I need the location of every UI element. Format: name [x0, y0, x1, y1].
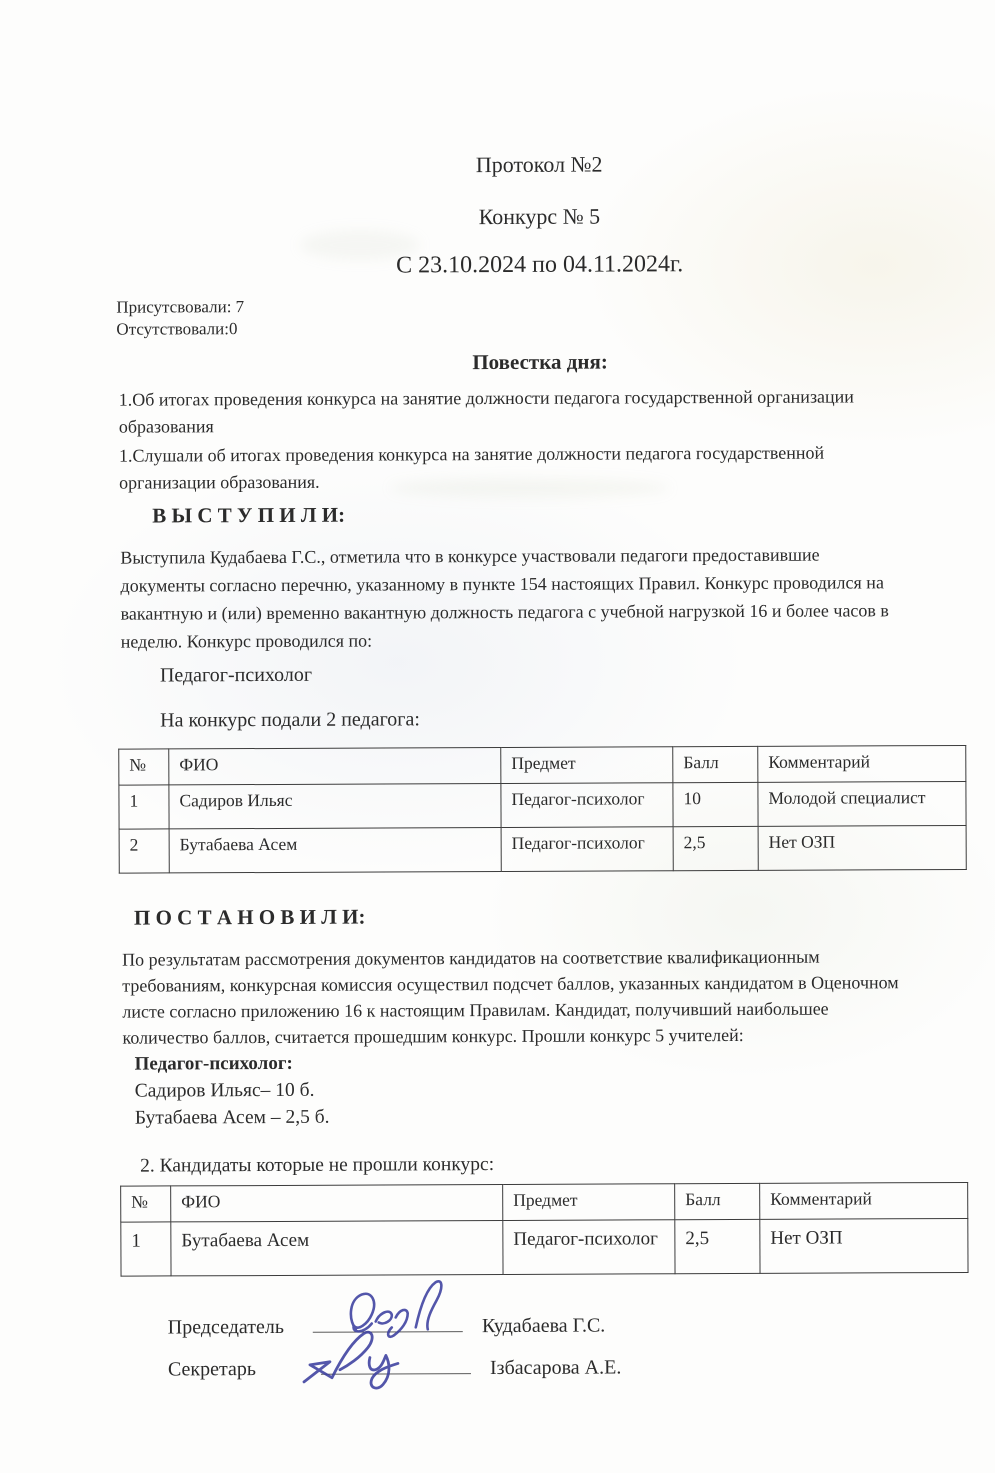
document-title: Протокол №2 [475, 151, 603, 178]
table-header-subject: Предмет [503, 1184, 675, 1221]
table-row [119, 781, 966, 829]
table-cell-score: 2,5 [673, 826, 758, 870]
absent-count: Отсутствовали:0 [116, 319, 238, 339]
table-cell-score: 2,5 [675, 1219, 760, 1273]
table-cell-number: 2 [119, 829, 169, 873]
table-header-name: ФИО [169, 747, 501, 784]
table-header-row [121, 1182, 968, 1222]
winner-line-2: Бутабаева Асем – 2,5 б. [134, 1106, 330, 1129]
secretary-name: Ізбасарова А.Е. [489, 1356, 622, 1380]
position-line: Педагог-психолог [159, 663, 313, 687]
winners-position-heading: Педагог-психолог: [134, 1052, 293, 1075]
table-header-row [119, 745, 966, 785]
table-cell-comment: Нет ОЗП [760, 1218, 968, 1273]
document-subtitle: Конкурс № 5 [478, 203, 601, 230]
secretary-label: Секретарь [167, 1358, 257, 1381]
resolution-section-heading: П О С Т А Н О В И Л И: [133, 904, 366, 930]
signature-block [168, 1313, 995, 1389]
table-cell-subject: Педагог-психолог [503, 1220, 675, 1275]
secretary-signature-row [168, 1355, 995, 1389]
table-header-comment: Комментарий [758, 745, 966, 782]
attendance-block [116, 293, 993, 341]
table-cell-number: 1 [121, 1222, 171, 1276]
present-count: Присутсвовали: 7 [116, 297, 245, 317]
candidates-table [118, 745, 967, 874]
table-row [121, 1218, 968, 1276]
chair-signature-line [313, 1316, 463, 1333]
agenda-heading: Повестка дня: [472, 349, 608, 375]
table-row [119, 825, 966, 873]
table-cell-name: Бутабаева Асем [171, 1220, 503, 1275]
table-cell-score: 10 [673, 782, 758, 826]
failed-candidates-heading: 2. Кандидаты которые не прошли конкурс: [140, 1154, 495, 1177]
resolution-paragraph: По результатам рассмотрения документов кандидатов на соответствие квалификационным требованиям, конкурсная комиссия осуществил подсчет баллов, указанных кандидатом в Оценочном листе согласно приложению 16 к настоящим Правилам. Кандидат, получивший наибольшее количество баллов, считается прошедшим конкурс. Прошли конкурс 5 учителей: [122, 946, 899, 1048]
failed-candidates-table [120, 1182, 968, 1277]
chair-name: Кудабаева Г.С. [481, 1314, 606, 1338]
table-cell-name: Садиров Ильяс [169, 783, 501, 828]
table-cell-number: 1 [119, 785, 169, 829]
table-cell-subject: Педагог-психолог [501, 827, 673, 872]
applied-line: На конкурс подали 2 педагога: [160, 708, 420, 732]
table-header-number: № [121, 1186, 171, 1222]
chair-signature-row [168, 1313, 995, 1347]
table-cell-name: Бутабаева Асем [169, 827, 501, 872]
chair-signature-ink [340, 1271, 458, 1350]
table-header-score: Балл [673, 746, 758, 782]
table-cell-subject: Педагог-психолог [501, 783, 673, 828]
agenda-item-2: 1.Слушали об итогах проведения конкурса на занятие должности педагога государственной организации образования. [118, 442, 825, 493]
spoke-section-heading: В Ы С Т У П И Л И: [152, 502, 346, 528]
table-header-number: № [119, 749, 169, 785]
secretary-signature-line [321, 1358, 471, 1375]
table-header-name: ФИО [171, 1184, 503, 1221]
agenda-item-1: 1.Об итогах проведения конкурса на занятие должности педагога государственной организации образования [118, 386, 854, 437]
table-cell-comment: Нет ОЗП [758, 825, 966, 870]
table-header-subject: Предмет [501, 747, 673, 784]
document-date-range: С 23.10.2024 по 04.11.2024г. [396, 251, 684, 279]
table-cell-comment: Молодой специалист [758, 781, 966, 826]
table-header-comment: Комментарий [760, 1182, 968, 1219]
chair-label: Председатель [167, 1315, 285, 1339]
winner-line-1: Садиров Ильяс– 10 б. [134, 1079, 315, 1102]
spoke-paragraph: Выступила Кудабаева Г.С., отметила что в конкурсе участвовали педагоги предоставившие документы согласно перечню, указанному в пункте 154 настоящих Правил. Конкурс проводился на вакантную и (или) временно вакантную должность педагога с учебной нагрузкой 16 и более часов в неделю. Конкурс проводился по: [120, 544, 889, 652]
table-header-score: Балл [675, 1183, 760, 1219]
